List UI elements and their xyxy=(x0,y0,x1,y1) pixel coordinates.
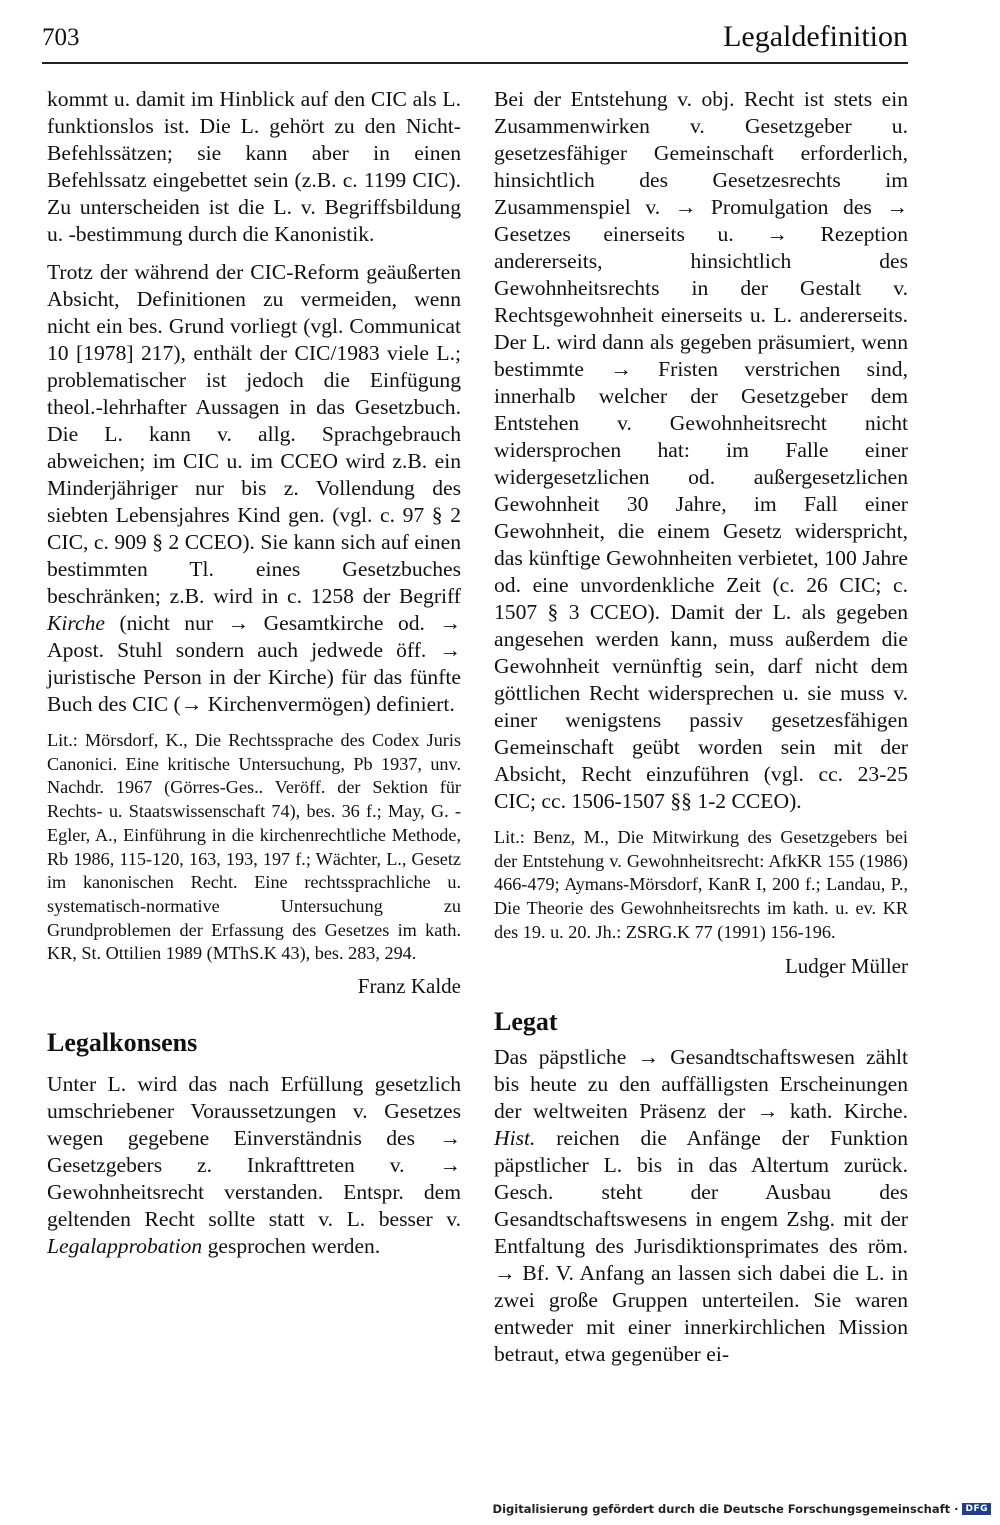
paragraph: Bei der Entstehung v. obj. Recht ist stets ein Zusammenwirken v. Gesetzgeber u. gesetzesfähiger Gemeinschaft erforderlich, hinsichtlich des Gesetzesrechts im Zusammenspiel v. → Promulgation des → Gesetzes einerseits u. → Rezeption andererseits, hinsichtlich des Gewohnheitsrechts in der Gestalt v. Rechtsgewohnheit einerseits u. L. andererseits. Der L. wird dann als gegeben präsumiert, wenn bestimmte → Fristen verstrichen sind, innerhalb welcher der Gesetzgeber dem Entstehen v. Gewohnheitsrecht nicht widersprochen hat: im Falle einer widergesetzlichen od. außergesetzlichen Gewohnheit 30 Jahre, im Fall einer Gewohnheit, die einem Gesetz widerspricht, das künftige Gewohnheiten verbietet, 100 Jahre od. eine unvordenkliche Zeit (c. 26 CIC; c. 1507 § 3 CCEO). Damit der L. als gegeben angesehen werden kann, muss außerdem die Gewohnheit vernünftig sein, darf nicht dem göttlichen Recht widersprechen u. sie muss v. einer wenigstens passiv gesetzesfähigen Gemeinschaft geübt worden sein mit der Absicht, Recht einzuführen (vgl. cc. 23-25 CIC; cc. 1506-1507 §§ 1-2 CCEO). xyxy=(494,87,908,813)
author-signature: Ludger Müller xyxy=(784,953,908,978)
author-signature: Franz Kalde xyxy=(357,974,461,999)
emphasis-term: Legalapprobation xyxy=(47,1234,203,1259)
emphasis-term: Hist. xyxy=(494,1125,536,1150)
left-column xyxy=(47,86,461,1260)
emphasis-term: Kirche xyxy=(47,611,105,635)
running-head: Legaldefinition xyxy=(723,20,908,53)
paragraph-text: reichen die Anfänge der Funktion päpstlicher L. bis in das Altertum zurück. Gesch. steht der Ausbau des Gesandtschaftswesens in engem Zshg. mit der Entfaltung des Jurisdiktionsprimates des röm. → Bf. V. Anfang an lassen sich dabei die L. in zwei große Gruppen unterteilen. Sie waren entweder mit einer innerkirchlichen Mission betraut, etwa gegenüber ei- xyxy=(494,1125,908,1366)
right-column xyxy=(494,86,908,1368)
entry-heading: Legat xyxy=(494,1006,558,1036)
paragraph-text: Das päpstliche → Gesandtschaftswesen zählt bis heute zu den auffälligsten Erscheinungen der weltweiten Präsenz der → kath. Kirche. xyxy=(494,1044,908,1123)
paragraph-text: (nicht nur → Gesamtkirche od. → Apost. Stuhl sondern auch jedwede öff. → juristische Person in der Kirche) für das fünfte Buch des CIC (→ Kirchenvermögen) definiert. xyxy=(47,611,461,716)
literature-list: Lit.: Benz, M., Die Mitwirkung des Gesetzgebers bei der Entstehung v. Gewohnheitsrecht: AfkKR 155 (1986) 466-479; Aymans-Mörsdorf, KanR I, 200 f.; Landau, P., Die Theorie des Gewohnheitsrechts im kath. u. ev. KR des 19. u. 20. Jh.: ZSRG.K 77 (1991) 156-196. xyxy=(494,827,908,942)
page-number: 703 xyxy=(42,24,80,51)
page-header xyxy=(42,18,908,64)
paragraph-text: gesprochen werden. xyxy=(202,1234,381,1259)
paragraph-text: Trotz der während der CIC-Reform geäußerten Absicht, Definitionen zu vermeiden, wenn nicht ein bes. Grund vorliegt (vgl. Communicat 10 [1978] 217), enthält der CIC/1983 viele L.; problematischer ist jedoch die Einfügung theol.-lehrhafter Aussagen in das Gesetzbuch. Die L. kann v. allg. Sprachgebrauch abweichen; im CIC u. im CCEO wird z.B. ein Minderjähriger nur bis z. Vollendung des siebten Lebensjahres Kind gen. (vgl. c. 97 § 2 CIC, c. 909 § 2 CCEO). Sie kann sich auf einen bestimmten Tl. eines Gesetzbuches beschränken; z.B. wird in c. 1258 der Begriff xyxy=(47,260,461,608)
paragraph-text: Unter L. wird das nach Erfüllung gesetzlich umschriebener Voraussetzungen v. Gesetzes wegen gegebene Einverständnis des → Gesetzgebers z. Inkrafttreten v. → Gewohnheitsrecht verstanden. Entspr. dem geltenden Recht sollte statt v. L. besser v. xyxy=(47,1072,461,1232)
literature-list: Lit.: Mörsdorf, K., Die Rechtssprache des Codex Juris Canonici. Eine kritische Untersuchung, Pb 1937, unv. Nachdr. 1967 (Görres-Ges.. Veröff. der Sektion für Rechts- u. Staatswissenschaft 74), bes. 36 f.; May, G. - Egler, A., Einführung in die kirchenrechtliche Methode, Rb 1986, 115-120, 163, 193, 197 f.; Wächter, L., Gesetz im kanonischen Recht. Eine rechtssprachliche u. systematisch-normative Untersuchung zu Grundproblemen der Erfassung des Gesetzes im kath. KR, St. Ottilien 1989 (MThS.K 43), bes. 283, 294. xyxy=(47,730,461,964)
paragraph: kommt u. damit im Hinblick auf den CIC als L. funktionslos ist. Die L. gehört zu den Nicht-Befehlssätzen; sie kann aber in einen Befehlssatz eingebettet sein (z.B. c. 1199 CIC). Zu unterscheiden ist die L. v. Begriffsbildung u. -bestimmung durch die Kanonistik. xyxy=(47,87,461,246)
paragraph xyxy=(47,1071,461,1260)
entry-heading: Legalkonsens xyxy=(47,1028,198,1058)
footer-text: Digitalisierung gefördert durch die Deutsche Forschungsgemeinschaft · xyxy=(492,1502,959,1516)
dfg-logo: DFG xyxy=(962,1503,991,1515)
paragraph xyxy=(494,1044,908,1368)
paragraph xyxy=(47,259,461,718)
digitization-footer xyxy=(493,1502,991,1516)
